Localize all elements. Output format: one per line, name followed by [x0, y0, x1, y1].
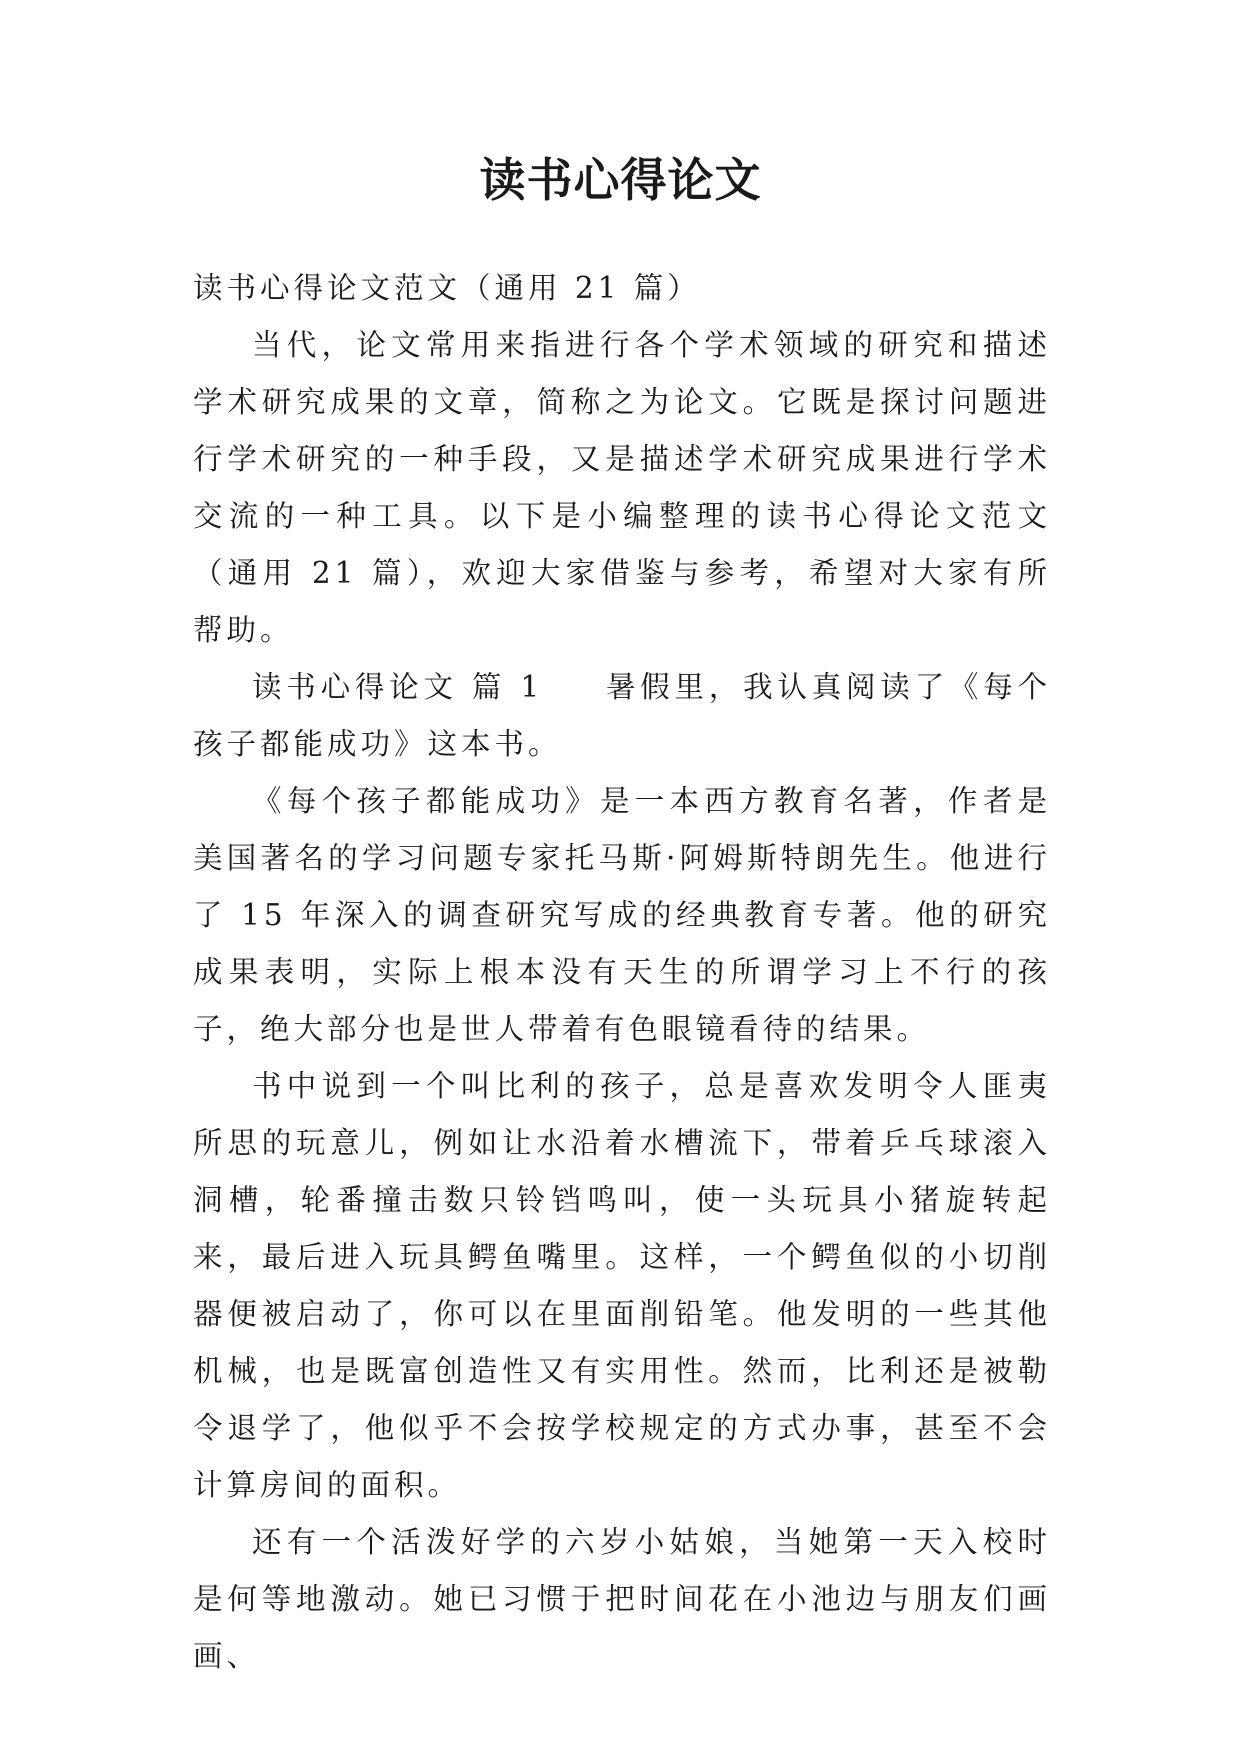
- document-subtitle: 读书心得论文范文（通用 21 篇）: [193, 271, 701, 305]
- document-body: [193, 260, 1051, 1685]
- body-paragraph: 书中说到一个叫比利的孩子，总是喜欢发明令人匪夷所思的玩意儿，例如让水沿着水槽流下，带着乒乓球滚入洞槽，轮番撞击数只铃铛鸣叫，使一头玩具小猪旋转起来，最后进入玩具鳄鱼嘴里。这样，一个鳄鱼似的小切削器便被启动了，你可以在里面削铅笔。他发明的一些其他机械，也是既富创造性又有实用性。然而，比利还是被勒令退学了，他似乎不会按学校规定的方式办事，甚至不会计算房间的面积。: [193, 1069, 1051, 1502]
- intro-paragraph: 当代，论文常用来指进行各个学术领域的研究和描述学术研究成果的文章，简称之为论文。它既是探讨问题进行学术研究的一种手段，又是描述学术研究成果进行学术交流的一种工具。以下是小编整理的读书心得论文范文（通用 21 篇），欢迎大家借鉴与参考，希望对大家有所帮助。: [193, 328, 1051, 647]
- section-1-paragraph: [193, 659, 1051, 773]
- body-paragraph: 还有一个活泼好学的六岁小姑娘，当她第一天入校时是何等地激动。她已习惯于把时间花在小池边与朋友们画画、: [193, 1525, 1051, 1673]
- section-1-lead: 暑假里，我认真阅读了《每个孩子都能成功》这本书。: [193, 670, 1051, 761]
- document-title: 读书心得论文: [479, 153, 762, 207]
- section-1-heading: 读书心得论文 篇 1: [252, 670, 544, 704]
- body-paragraph: 《每个孩子都能成功》是一本西方教育名著，作者是美国著名的学习问题专家托马斯·阿姆斯特朗先生。他进行了 15 年深入的调查研究写成的经典教育专著。他的研究成果表明，实际上根本没有天生的所谓学习上不行的孩子，绝大部分也是世人带着有色眼镜看待的结果。: [193, 784, 1051, 1046]
